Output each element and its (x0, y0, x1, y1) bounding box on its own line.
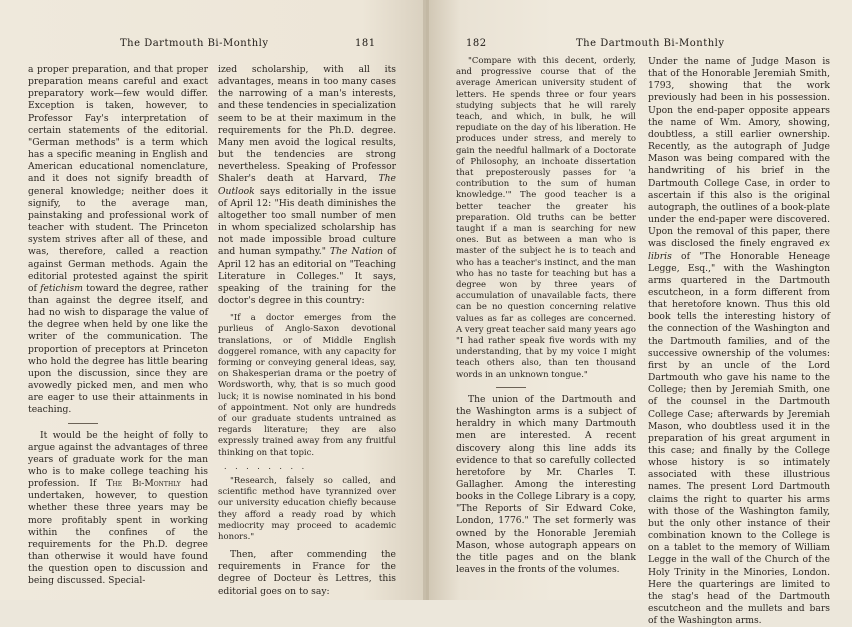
italic-title: The Outlook (218, 173, 396, 197)
block-quote: "If a doctor emerges from the purlieus of Anglo-Saxon devotional translations, or of Middle English doggerel romance, with any capacity for forming or conveying general ideas, say, on Shakesperian drama or the poetry of Wordsworth, why, that is so much good luck; it is nowise nominated in his bond of appointment. Not only are hundreds of our graduate students untrained as regards literature; they are also expressly trained away from any fruitful thinking on that topic. (218, 313, 396, 458)
right-header-title: The Dartmouth Bi-Monthly (576, 38, 725, 49)
book-gutter (423, 0, 429, 600)
right-page (426, 0, 852, 627)
divider (68, 423, 98, 424)
small-caps-title: The Bi-Monthly (106, 478, 181, 490)
ellipsis-row: . . . . . . . . (224, 461, 308, 471)
divider (496, 387, 526, 388)
block-quote: "Research, falsely so called, and scientific method have tyrannized over our university education chiefly because they afford a ready road by which mediocrity may proceed to academic honors." (218, 475, 396, 542)
text: toward the degree, rather than against the degree itself, and had no wish to disparage the value of the degree when held by one like the writer of the communication. The proportion of preceptors at Princeton who hold the degree has little bearing upon the discussion, since they are avowedly picked men, and men who are eager to use their attainments in teaching. (28, 282, 209, 416)
right-page-number: 182 (466, 38, 487, 49)
text: ized scholarship, with all its advantages, means in too many cases the narrowing of a man's interests, and these tendencies in specialization seem to be at their maximum in the requirements for the Ph.D. degree. Many men avoid the logical results, but the tendencies are strong nevertheless. Speaking of Professor Shaler's death at Harvard, (218, 64, 396, 185)
text: had undertaken, however, to question whether these three years may be more profitably spent in working within the confines of the requirements for the Ph.D. degree than otherwise it would have found the question open to discussion and being discussed. Special- (28, 478, 209, 587)
right-column-1 (456, 56, 636, 576)
paragraph (648, 56, 830, 627)
text: of "The Honorable Heneage Legge, Esq.," with the Washington arms quartered in the Dartmouth escutcheon, in a form different from that heretofore known. Thus this old book tells the interesting history of the connection of the Washington and the Dartmouth families, and of the successive ownership of the volumes: first by an uncle of the Lord Dartmouth who gave his name to the College; then by Jeremiah Smith, one of the counsel in the Dartmouth College Case; afterwards by Jeremiah Mason, who doubtless used it in the preparation of his great argument in this case; and finally by the College whose history is so intimately associated with these illustrious names. The present Lord Dartmouth claims the right to quarter his arms with those of the Washington family, but the only other instance of their combination known to the College is on a tablet to the memory of William Legge in the wall of the Church of the Holy Trinity in the Minories, London. Here the quarterings are limited to the stag's head of the Dartmouth escutcheon and the mullets and bars of the Washington arms. (648, 250, 831, 627)
text: Under the name of Judge Mason is that of the Honorable Jeremiah Smith, 1793, showing that the work previously had been in his possession. Upon the end-paper opposite appears the name of Wm. Amory, showing, doubtless, a still earlier ownership. Recently, as the autograph of Judge Mason was being compared with the handwriting of his brief in the Dartmouth College Case, in order to ascertain if this also is the original autograph, the outlines of a book-plate under the end-paper were discovered. Upon the removal of this paper, there was disclosed the finely engraved (648, 56, 830, 250)
left-column-2 (218, 64, 396, 598)
text: It would be the height of folly to argue against the advantages of three years of graduate work for the man who is to make college teaching his profession. If (28, 429, 208, 490)
paragraph (28, 64, 208, 417)
paragraph: Then, after commending the requirements in France for the degree of Docteur ès Lettres, this editorial goes on to say: (218, 549, 396, 597)
italic-term: fetichism (40, 282, 83, 294)
block-quote: "Compare with this decent, orderly, and progressive course that of the average American university student of letters. He spends three or four years studying subjects that he will rarely teach, and which, in bulk, he will repudiate on the day of his liberation. He produces under stress, and merely to gain the needful hallmark of a Doctorate of Philosophy, an inchoate dissertation that preposterously passes for 'a contribution to the sum of human knowledge.'" The good teacher is a better teacher the greater his preparation. Old truths can be better taught if a man is searching for new ones. But as between a man who is master of the subject he is to teach and who has a teacher's instinct, and the man who has no taste for teaching but has a degree won by three years of accumulation of unavailable facts, there can be no question concerning relative values as far as colleges are concerned. A very great teacher said many years ago "I had rather speak five words with my understanding, that by my voice I might teach others also, than ten thousand words in an unknown tongue." (456, 56, 636, 380)
left-header-title: The Dartmouth Bi-Monthly (120, 38, 269, 49)
italic-title: The Nation (329, 246, 384, 258)
paragraph (28, 430, 208, 588)
right-column-2 (648, 56, 830, 627)
paragraph: The union of the Dartmouth and the Washington arms is a subject of heraldry in which many Dartmouth men are interested. A recent discovery along this line adds its evidence to that so carefully collected heretofore by Mr. Charles T. Gallagher. Among the interesting books in the College Library is a copy, "The Reports of Sir Edward Coke, London, 1776." The set formerly was owned by the Honorable Jeremiah Mason, whose autograph appears on the title pages and on the blank leaves in the fronts of the volumes. (456, 393, 636, 576)
text: says editorially in the issue of April 12: "His death diminishes the altogether too small number of men in whom specialized scholarship has not made impossible broad culture and human sympathy." (218, 185, 397, 258)
left-page-number: 181 (355, 38, 376, 49)
text: of April 12 has an editorial on "Teaching Literature in Colleges." It says, speaking of the training for the doctor's degree in this country: (218, 246, 397, 306)
italic-term: ex libris (648, 238, 830, 262)
left-page (0, 0, 426, 600)
text: a proper preparation, and that proper preparation means careful and exact preparatory work—few would differ. Exception is taken, however, to Professor Fay's interpretation of certain statements of the editorial. "German methods" is a term which has a specific meaning in English and American educational nomenclature, and it does not signify breadth of general knowledge; neither does it signify, to the average man, painstaking and professional work of teacher with student. The Princeton system strives after all of these, and was, therefore, called a reaction against German methods. Again the editorial protested against the spirit of (28, 64, 208, 294)
left-column-1 (28, 64, 208, 588)
paragraph (218, 64, 396, 307)
